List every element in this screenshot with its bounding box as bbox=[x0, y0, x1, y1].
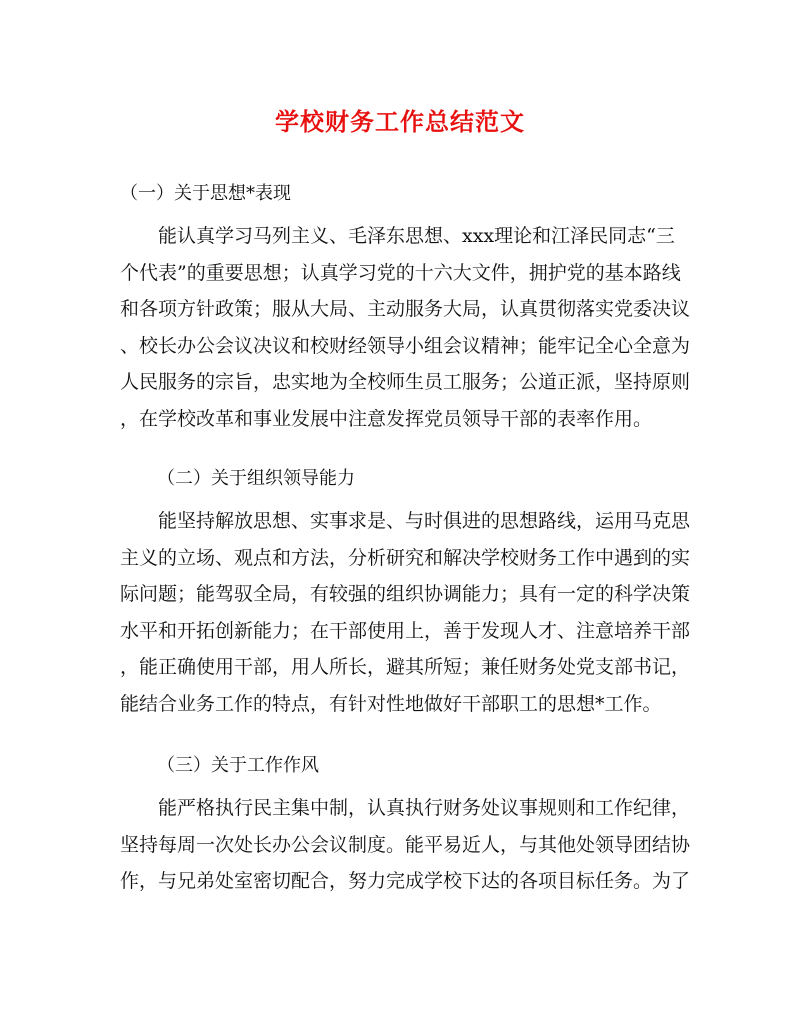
paragraph-line: 个代表”的重要思想；认真学习党的十六大文件，拥护党的基本路线 bbox=[120, 261, 681, 284]
paragraph-line: 主义的立场、观点和方法，分析研究和解决学校财务工作中遇到的实 bbox=[120, 546, 691, 569]
paragraph-line: 水平和开拓创新能力；在干部使用上，善于发现人才、注意培养干部 bbox=[120, 619, 691, 642]
section-heading-2: （二）关于组织领导能力 bbox=[157, 468, 355, 489]
section-paragraph-1 bbox=[120, 218, 691, 437]
paragraph-line: 人民服务的宗旨，忠实地为全校师生员工服务；公道正派，坚持原则 bbox=[120, 371, 691, 393]
paragraph-line: ，在学校改革和事业发展中注意发挥党员领导干部的表率作用。 bbox=[120, 407, 653, 430]
paragraph-line: 和各项方针政策；服从大局、主动服务大局，认真贯彻落实党委决议 bbox=[120, 298, 691, 320]
paragraph-line: 际问题；能驾驭全局，有较强的组织协调能力；具有一定的科学决策 bbox=[120, 583, 691, 605]
paragraph-line: 能坚持解放思想、实事求是、与时俱进的思想路线，运用马克思 bbox=[120, 510, 691, 532]
paragraph-line: 能认真学习马列主义、毛泽东思想、xxx理论和江泽民同志“三 bbox=[120, 225, 675, 247]
section-paragraph-3 bbox=[120, 790, 691, 900]
paragraph-line: ，能正确使用干部，用人所长，避其所短；兼任财务处党支部书记， bbox=[120, 656, 691, 678]
paragraph-line: 能结合业务工作的特点，有针对性地做好干部职工的思想*工作。 bbox=[120, 692, 662, 715]
section-heading-1: （一）关于思想*表现 bbox=[120, 183, 291, 204]
document-title: 学校财务工作总结范文 bbox=[275, 107, 525, 136]
section-heading-3: （三）关于工作作风 bbox=[157, 755, 319, 776]
paragraph-line: 作，与兄弟处室密切配合，努力完成学校下达的各项目标任务。为了 bbox=[120, 870, 691, 892]
section-paragraph-2 bbox=[120, 503, 691, 722]
paragraph-line: 能严格执行民主集中制，认真执行财务处议事规则和工作纪律， bbox=[120, 797, 691, 819]
paragraph-line: 、校长办公会议决议和校财经领导小组会议精神；能牢记全心全意为 bbox=[120, 334, 691, 357]
paragraph-line: 坚持每周一次处长办公会议制度。能平易近人，与其他处领导团结协 bbox=[120, 833, 691, 856]
